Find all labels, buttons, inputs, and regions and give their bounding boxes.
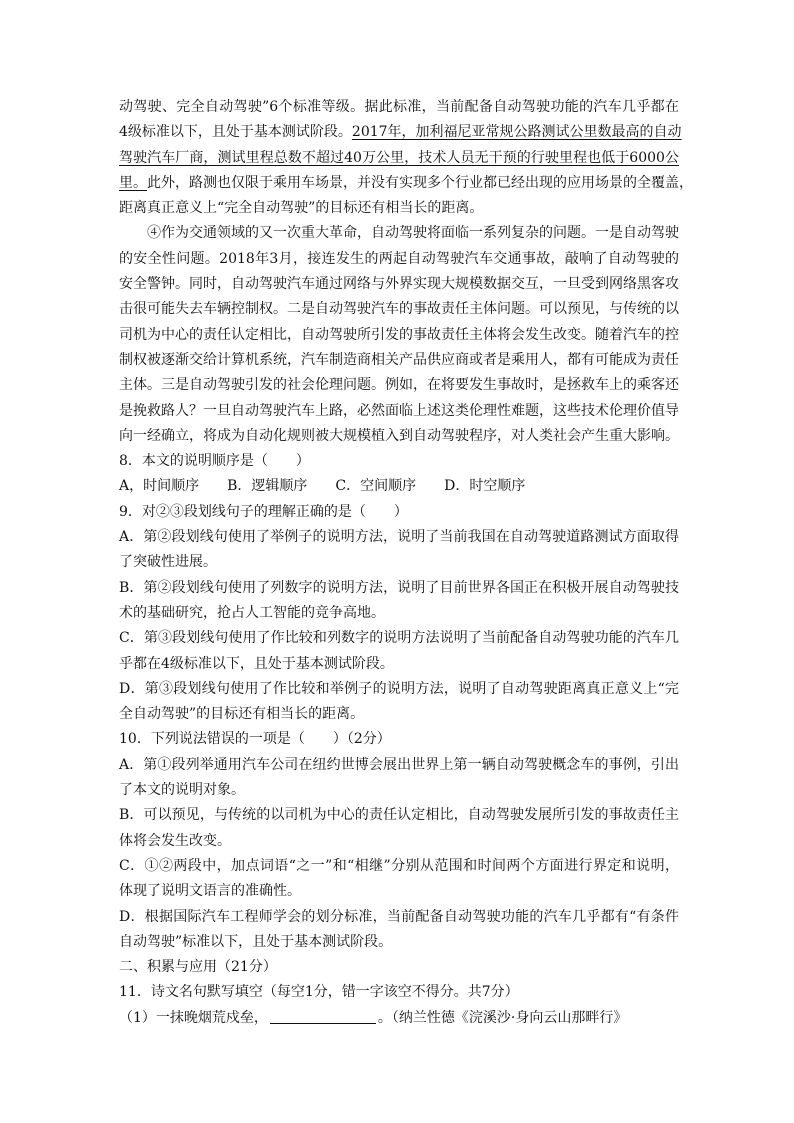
item-1-prefix: （1）一抹晚烟荒戍垒， (119, 1009, 268, 1026)
underlined-sentence: 里。 (119, 174, 147, 191)
question-10-option-d[interactable]: D．根据国际汽车工程师学会的划分标准，当前配备自动驾驶功能的汽车几乎都有“有条件 (119, 908, 679, 925)
passage-line: 向一经确立，将成为自动化规则被大规模植入到自动驾驶程序，对人类社会产生重大影响。 (119, 427, 679, 444)
option-c[interactable]: C．空间顺序 (335, 478, 417, 495)
question-10-option-c[interactable]: C．①②两段中，加点词语“之一”和“相继”分别从范围和时间两个方面进行界定和说明， (119, 857, 679, 874)
passage-line: 击很可能失去车辆控制权。二是自动驾驶汽车的事故责任主体问题。可以预见，与传统的以 (119, 301, 679, 318)
question-9-option-c-cont[interactable]: 乎都在4级标准以下，且处于基本测试阶段。 (119, 655, 394, 672)
question-9-option-d[interactable]: D．第③段划线句使用了作比较和举例子的说明方法，说明了自动驾驶距离真正意义上“完 (119, 680, 679, 697)
question-10-option-c-cont[interactable]: 体现了说明文语言的准确性。 (119, 883, 301, 900)
question-9-option-a[interactable]: A．第②段划线句使用了举例子的说明方法，说明了当前我国在自动驾驶道路测试方面取得 (119, 529, 679, 546)
option-a[interactable]: A，时间顺序 (119, 478, 200, 495)
option-b[interactable]: B．逻辑顺序 (227, 478, 308, 495)
passage-line: 距离真正意义上“完全自动驾驶”的目标还有相当长的距离。 (119, 200, 484, 217)
passage-line: 安全警钟。同时，自动驾驶汽车通过网络与外界实现大规模数据交互，一旦受到网络黑客攻 (119, 276, 679, 293)
passage-line: 主体。三是自动驾驶引发的社会伦理问题。例如，在将要发生事故时，是拯救车上的乘客还 (119, 377, 679, 394)
passage-line (119, 146, 679, 171)
question-10-stem: 10．下列说法错误的一项是（ ）（2分） (119, 731, 391, 748)
passage-line: 的安全性问题。2018年3月，接连发生的两起自动驾驶汽车交通事故，敲响了自动驾驶的 (119, 250, 679, 267)
passage-line: 制权被逐渐交给计算机系统，汽车制造商相关产品供应商或者是乘用人，都有可能成为责任 (119, 351, 679, 368)
passage-line (119, 120, 682, 145)
passage-text: 4级标准以下，且处于基本测试阶段。 (119, 124, 352, 141)
underlined-sentence: 2017年，加利福尼亚常规公路测试公里数最高的自动 (351, 124, 682, 141)
passage-line (119, 171, 693, 196)
passage-line: 动驾驶、完全自动驾驶”6个标准等级。据此标准，当前配备自动驾驶功能的汽车几乎都在 (119, 99, 679, 115)
question-11-item-1 (119, 1006, 679, 1031)
passage-line: ④作为交通领域的又一次重大革命，自动驾驶将面临一系列复杂的问题。一是自动驾驶 (147, 225, 679, 242)
question-8-stem: 8．本文的说明顺序是（ ） (119, 453, 310, 470)
question-10-option-d-cont[interactable]: 自动驾驶”标准以下，且处于基本测试阶段。 (119, 933, 393, 950)
passage-text: 此外，路测也仅限于乘用车场景，并没有实现多个行业都已经出现的应用场景的全覆盖， (147, 174, 693, 191)
question-9-option-b-cont[interactable]: 术的基础研究，抢占人工智能的竞争高地。 (119, 604, 385, 621)
question-10-option-b[interactable]: B．可以预见，与传统的以司机为中心的责任认定相比，自动驾驶发展所引发的事故责任主 (119, 807, 679, 824)
option-d[interactable]: D．时空顺序 (444, 478, 526, 495)
question-10-option-a[interactable]: A．第①段列举通用汽车公司在纽约世博会展出世界上第一辆自动驾驶概念车的事例，引出 (119, 756, 679, 773)
section-2-title: 二、积累与应用（21分） (119, 959, 277, 976)
question-10-option-b-cont[interactable]: 体将会发生改变。 (119, 832, 231, 849)
question-9-option-c[interactable]: C．第③段划线句使用了作比较和列数字的说明方法说明了当前配备自动驾驶功能的汽车几 (119, 630, 679, 647)
question-9-option-b[interactable]: B．第②段划线句使用了列数字的说明方法，说明了目前世界各国正在积极开展自动驾驶技 (119, 579, 679, 596)
passage-line: 司机为中心的责任认定相比，自动驾驶所引发的事故责任主体将会发生改变。随着汽车的控 (119, 326, 679, 343)
question-8-options (119, 474, 679, 499)
question-11-stem: 11．诗文名句默写填空（每空1分，错一字该空不得分。共7分） (119, 984, 519, 1001)
question-9-option-d-cont[interactable]: 全自动驾驶”的目标还有相当长的距离。 (119, 706, 365, 723)
underlined-sentence: 驾驶汽车厂商，测试里程总数不超过40万公里，技术人员无干预的行驶里程也低于6000公 (119, 149, 679, 166)
item-1-suffix: 。（纳兰性德《浣溪沙·身向云山那畔行》 (377, 1009, 628, 1026)
passage-line: 是挽救路人？一旦自动驾驶汽车上路，必然面临上述这类伦理性难题，这些技术伦理价值导 (119, 402, 679, 419)
question-10-option-a-cont[interactable]: 了本文的说明对象。 (119, 782, 245, 799)
question-9-stem: 9．对②③段划线句子的理解正确的是（ ） (119, 503, 408, 520)
document-page (119, 95, 693, 1031)
fill-in-blank[interactable] (270, 1009, 376, 1024)
question-9-option-a-cont[interactable]: 了突破性进展。 (119, 554, 217, 571)
